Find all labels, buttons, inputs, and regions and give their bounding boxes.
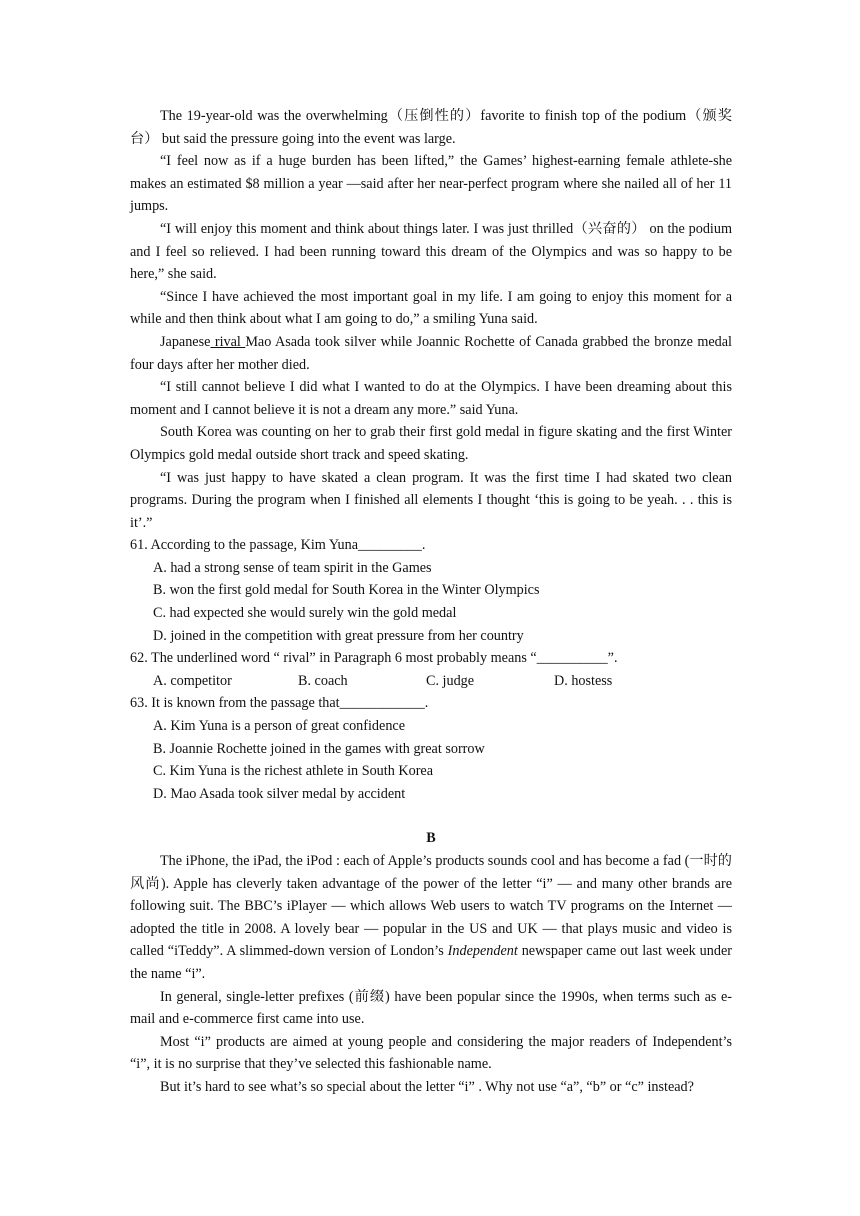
question-61-option-b: B. won the first gold medal for South Korea in the Winter Olympics <box>153 582 540 599</box>
passage-b-heading: B <box>426 830 436 847</box>
passage-b-paragraph-1 <box>130 850 732 986</box>
question-61-option-a: A. had a strong sense of team spirit in the Games <box>153 559 432 576</box>
paragraph-6-start: Japanese <box>160 333 211 350</box>
passage-b-paragraph-1-start: The iPhone, the iPad, the iPod : each of Apple’s products sounds cool and has become a fad (一时的风尚). Apple has cleverly taken advantage of the power of the letter “i” — and many other brands are following suit. The BBC’s iPlayer — which allows Web users to watch TV programs on the Internet — adopted the title in 2008. A lovely bear — popular in the US and UK — that plays music and video is called “iTeddy”. A slimmed-down version of London’s <box>130 853 732 960</box>
passage-b-paragraph-2: In general, single-letter prefixes (前缀) have been popular since the 1990s, when terms such as e-mail and e-commerce first came into use. <box>130 988 732 1028</box>
passage-b-paragraph-4: But it’s hard to see what’s so special about the letter “i” . Why not use “a”, “b” or “c” instead? <box>160 1078 694 1095</box>
question-61-option-d: D. joined in the competition with great pressure from her country <box>153 627 524 644</box>
question-63-option-d: D. Mao Asada took silver medal by accident <box>153 785 406 802</box>
passage-b-paragraph-3: Most “i” products are aimed at young people and considering the major readers of Independent’s “i”, it is no surprise that they’ve selected this fashionable name. <box>130 1033 732 1073</box>
passage-a-paragraph-6 <box>130 331 732 376</box>
underlined-word-rival: rival <box>210 333 246 350</box>
newspaper-title-independent: Independent <box>447 943 518 960</box>
passage-a-paragraph-1: The 19-year-old was the overwhelming（压倒性的）favorite to finish top of the podium（颁奖台） but said the pressure going into the event was large. <box>130 108 732 147</box>
passage-a-paragraph-8: South Korea was counting on her to grab their first gold medal in figure skating and the first Winter Olympics gold medal outside short track and speed skating. <box>130 424 732 463</box>
question-63-stem: 63. It is known from the passage that____________. <box>130 695 429 712</box>
question-62-option-b: B. coach <box>298 672 348 689</box>
question-61-option-c: C. had expected she would surely win the gold medal <box>153 605 457 622</box>
question-63-option-c: C. Kim Yuna is the richest athlete in South Korea <box>153 763 434 780</box>
question-63-option-a: A. Kim Yuna is a person of great confidence <box>153 718 406 735</box>
question-61-stem: 61. According to the passage, Kim Yuna_________. <box>130 537 426 554</box>
paragraph-6-rest: Mao Asada took silver while Joannic Rochette of Canada grabbed the bronze medal four days after her mother died. <box>130 333 732 373</box>
document-content <box>130 105 732 1099</box>
passage-a-paragraph-4: “Since I have achieved the most important goal in my life. I am going to enjoy this moment for a while and then think about what I am going to do,” a smiling Yuna said. <box>130 288 732 328</box>
question-62-stem: 62. The underlined word “ rival” in Paragraph 6 most probably means “__________”. <box>130 650 618 667</box>
question-62-option-a: A. competitor <box>153 672 232 689</box>
question-63-option-b: B. Joannie Rochette joined in the games with great sorrow <box>153 740 485 757</box>
passage-a-paragraph-3: “I will enjoy this moment and think about things later. I was just thrilled（兴奋的） on the podium and I feel so relieved. I had been running toward this dream of the Olympics and was so happy to be here,” she said. <box>130 220 732 283</box>
passage-a-paragraph-2: “I feel now as if a huge burden has been lifted,” the Games’ highest-earning female athlete-she makes an estimated $8 million a year —said after her near-perfect program where she nailed all of her 11 jumps. <box>130 153 732 215</box>
passage-a-paragraph-7: “I still cannot believe I did what I wanted to do at the Olympics. I have been dreaming about this moment and I cannot believe it is not a dream any more.” said Yuna. <box>130 379 732 418</box>
question-62-option-d: D. hostess <box>554 672 613 689</box>
question-62-options <box>130 670 732 693</box>
question-62-option-c: C. judge <box>426 672 475 689</box>
passage-b-paragraph-1-end: newspaper came out last week under the name “i”. <box>130 943 732 982</box>
passage-a-paragraph-9: “I was just happy to have skated a clean program. It was the first time I had skated two clean programs. During the program when I finished all elements I thought ‘this is going to be yeah. . . this is it’.” <box>130 469 732 531</box>
